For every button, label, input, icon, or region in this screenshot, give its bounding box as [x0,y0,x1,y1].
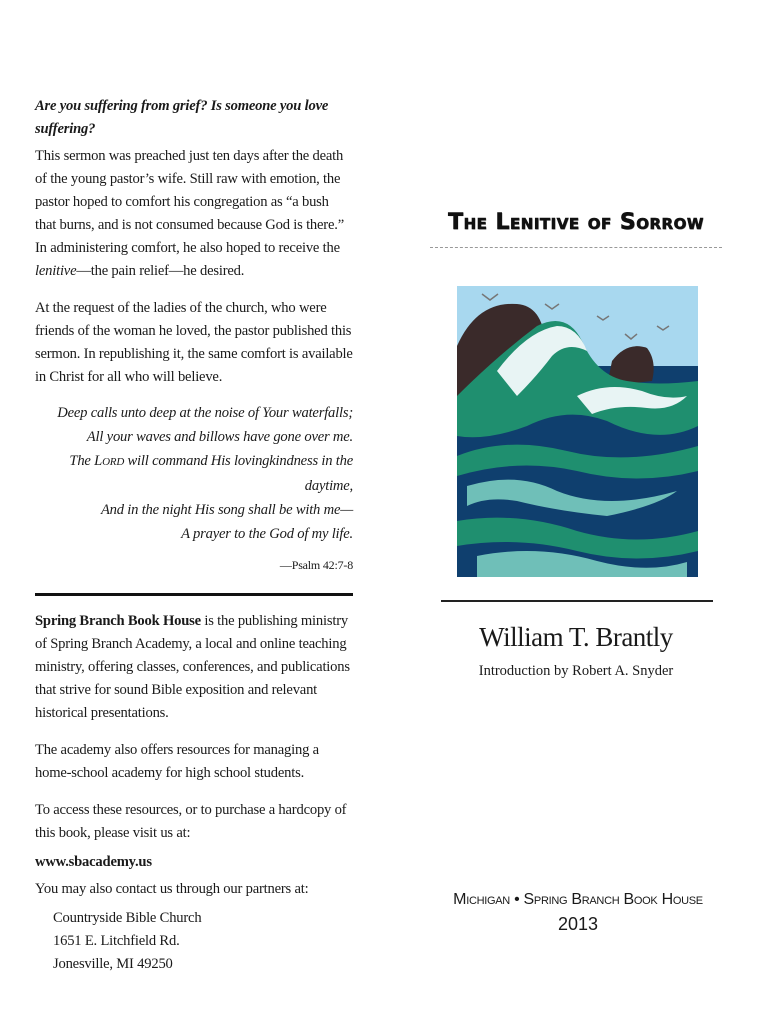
verse-citation: —Psalm 42:7-8 [279,558,353,572]
publisher-line: Michigan • Spring Branch Book House [453,891,703,908]
about-paragraph [35,610,353,725]
website-link[interactable]: www.sbacademy.us [35,854,152,870]
homeschool-paragraph: The academy also offers resources for managing a home-school academy for high school students. [35,742,319,781]
verse-line: And in the night His song shall be with me— [100,502,353,518]
about-text: is the publishing ministry of Spring Branch Academy, a local and online teaching ministry, offering classes, conferences, and publications that strive for sound Bible exposition and relevant historical presentations. [35,613,350,721]
section-divider [35,593,353,596]
intro-text-b: —the pain relief—he desired. [76,263,245,279]
publication-year: 2013 [557,914,599,934]
verse-text: will command His lovingkindness in the daytime, [124,453,353,494]
intro-text-italic: lenitive [35,263,77,279]
address-line: Countryside Bible Church [53,910,202,926]
verse-text: The L [69,453,103,469]
verse-line: Deep calls unto deep at the noise of Your waterfalls; [57,405,353,421]
author-divider [441,600,713,602]
book-title: The Lenitive of Sorrow [448,210,704,235]
request-paragraph: At the request of the ladies of the church, who were friends of the woman he loved, the pastor published this sermon. In republishing it, the same comfort is available in Christ for all who will believe. [35,300,353,385]
scripture-verse [35,401,353,546]
ocean-waves-illustration [457,286,698,577]
verse-line: All your waves and billows have gone over me. [86,429,353,445]
verse-line [35,449,353,498]
access-paragraph: To access these resources, or to purchase a hardcopy of this book, please visit us at: [35,802,347,841]
left-column [35,95,353,976]
publisher-name: Spring Branch Book House [35,613,201,629]
introduction-credit: Introduction by Robert A. Snyder [478,663,674,679]
intro-text-a: This sermon was preached just ten days after the death of the young pastor’s wife. Still raw with emotion, the pastor hoped to comfort his congregation as “a bush that burns, and is not consumed because God is there.” In administering comfort, he also hoped to receive the [35,148,344,256]
verse-smallcaps: ORD [102,456,125,468]
title-underline [430,247,722,249]
intro-paragraph [35,145,353,283]
verse-line: A prayer to the God of my life. [181,526,353,542]
address-line: 1651 E. Litchfield Rd. [53,933,180,949]
address-block [53,907,353,976]
author-name: William T. Brantly [479,622,673,652]
contact-paragraph: You may also contact us through our partners at: [35,881,309,897]
title-block [430,210,722,249]
address-line: Jonesville, MI 49250 [53,956,173,972]
intro-question: Are you suffering from grief? Is someone you love suffering? [35,98,329,137]
